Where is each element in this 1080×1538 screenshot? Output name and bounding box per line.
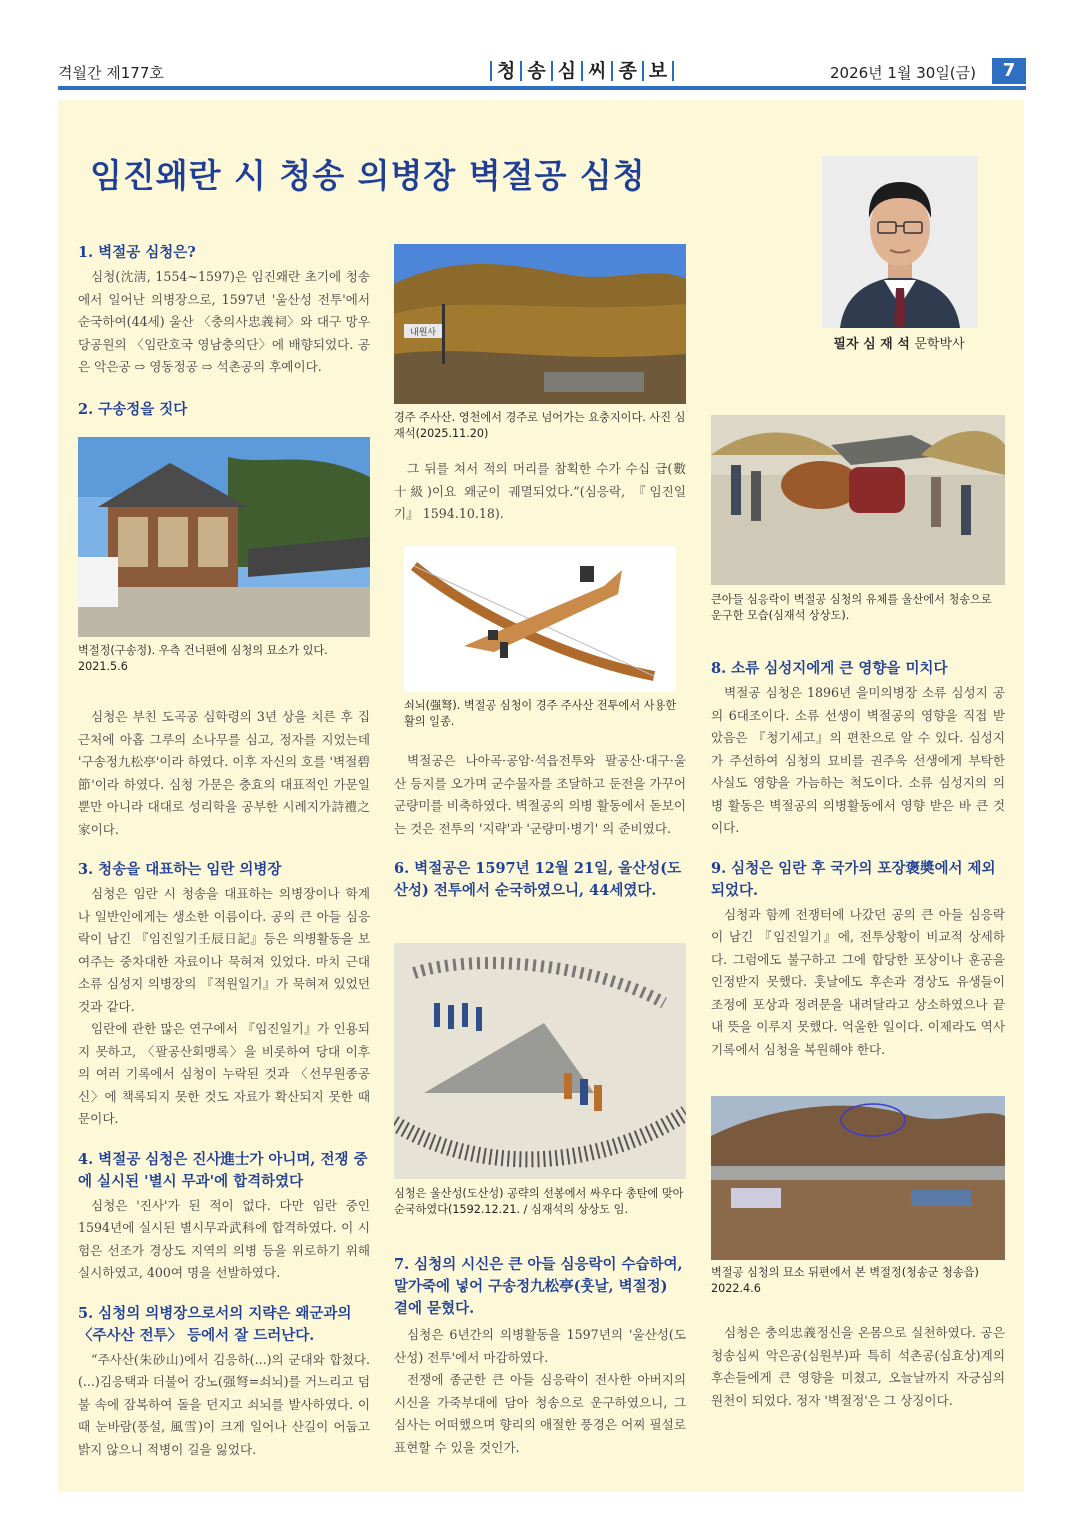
mountain-photo <box>394 244 686 404</box>
section-1-title: 1. 벽절공 심청은? <box>78 244 196 261</box>
section-9-paragraph: 심청과 함께 전쟁터에 나갔던 공의 큰 아들 심응락이 남긴 『임진일기』에, 전투상황이 비교적 상세하다. 그럼에도 불구하고 그에 합당한 포상이나 훈공을 인정받지 못했다. 훗날에도 후손과 경상도 유생들이 조정에 포상과 정려문을 내려달라고 상소하였으나 끝내 뜻을 이루지 못했다. 억울한 일이다. 이제라도 역사 기록에서 심청을 복원해야 한다. <box>711 906 1005 1057</box>
pavilion-caption: 벽절정(구송정). 우측 건너편에 심청의 묘소가 있다. 2021.5.6 <box>78 644 328 673</box>
masthead <box>58 58 1026 86</box>
section-5-continued: 그 뒤를 쳐서 적의 머리를 참획한 수가 수십 급(數十級)이요 왜군이 궤멸되었다.”(심응락, 『임진일기』 1594.10.18). <box>394 461 686 521</box>
section-2-title: 2. 구송정을 짓다 <box>78 400 188 418</box>
column-2-middle <box>394 750 686 902</box>
closing-paragraph: 심청은 충의忠義정신을 온몸으로 실천하였다. 공은 청송심씨 악은공(심원부)파 특히 석촌공(심효상)계의 후손들에게 큰 영향을 미쳤고, 오늘날까지 자긍심의 원천이 되었다. 정자 '벽절정'은 그 상징이다. <box>711 1325 1005 1408</box>
section-1-paragraph: 심청(沈淸, 1554~1597)은 임진왜란 초기에 청송에서 일어난 의병장으로, 1597년 '울산성 전투'에서 순국하여(44세) 울산 〈충의사忠義祠〉와 대구 망우당공원의 〈임란호국 영남충의단〉에 배향되었다. 공은 악은공 ⇨ 영동정공 ⇨ 석촌공의 후예이다. <box>78 269 370 374</box>
author-photo <box>822 156 978 328</box>
section-3-paragraph-1: 심청은 임란 시 청송을 대표하는 의병장이나 학계나 일반인에게는 생소한 이름이다. 공의 큰 아들 심응락이 남긴 『임진일기壬辰日記』등은 의병활동을 보여주는 중차대한 자료이나 묵혀져 있었다. 마치 근대 소류 심성지 의병장의 『적원일기』가 묵혀져 있었던 것과 같다. <box>78 886 370 1014</box>
column-3-lower <box>711 1322 1005 1412</box>
title-char: 종 <box>613 61 643 81</box>
section-3-paragraph-2: 임란에 관한 많은 연구에서 『임진일기』가 인용되지 못하고, 〈팔공산회맹록〉을 비롯하여 당대 이후의 여러 기록에서 심청이 누락된 것과 〈선무원종공신〉에 책록되지 못한 것도 자료가 확산되지 못한 때문이다. <box>78 1021 370 1126</box>
section-2-paragraph: 심청은 부친 도곡공 심학령의 3년 상을 치른 후 집 근처에 아홉 그루의 소나무를 심고, 정자를 지었는데 '구송정九松亭'이라 하였다. 이후 자신의 호를 '벽절碧節'이라 하였다. 심청 가문은 충효의 대표적인 가문일 뿐만 아니라 대대로 성리학을 공부한 시례지가詩禮之家이다. <box>78 709 370 837</box>
mountain-signboard: 내원사 <box>410 328 437 338</box>
author-degree: 문학박사 <box>914 337 965 352</box>
mountain-caption: 경주 주사산. 영천에서 경주로 넘어가는 요충지이다. 사진 심재석(2025.11.20) <box>394 411 686 440</box>
section-8-paragraph: 벽절공 심청은 1896년 을미의병장 소류 심성지 공의 6대조이다. 소류 선생이 벽절공의 영향을 직접 받았음은 『청기세고』의 편찬으로 알 수 있다. 심성지가 주선하여 심청의 묘비를 권주욱 선생에게 부탁한 사실도 영향을 가늠하는 척도이다. 소류 심성지의 의병 활동은 벽절공의 의병활동에서 영향 받은 바 큰 것이다. <box>711 685 1005 835</box>
title-char: 보 <box>644 61 674 81</box>
section-7-paragraph-2: 전쟁에 종군한 큰 아들 심응락이 전사한 아버지의 시신을 가죽부대에 담아 청송으로 운구하였으니, 그 심사는 어떠했으며 향리의 애절한 풍경은 어찌 필설로 표현할 수 있을 것인가. <box>394 1372 686 1455</box>
crossbow-photo <box>404 546 676 692</box>
issue-date: 2026년 1월 30일(금) <box>830 64 977 82</box>
battle-caption: 심청은 울산성(도산성) 공략의 선봉에서 싸우다 총탄에 맞아 순국하였다(1592.12.21. / 심재석의 상상도 임. <box>394 1187 684 1216</box>
funeral-illustration <box>711 415 1005 585</box>
title-char: 청 <box>490 61 522 81</box>
tomb-caption: 벽절공 심청의 묘소 뒤편에서 본 벽절정(청송군 청송읍) 2022.4.6 <box>711 1266 979 1295</box>
battle-illustration <box>394 943 686 1179</box>
section-5-title: 5. 심청의 의병장으로서의 지략은 왜군과의 〈주사산 전투〉 등에서 잘 드러난다. <box>78 1304 352 1344</box>
section-4-title: 4. 벽절공 심청은 진사進士가 아니며, 전쟁 중에 실시된 '별시 무과'에 합격하였다 <box>78 1150 368 1190</box>
tomb-view-photo <box>711 1096 1005 1260</box>
section-9-title: 9. 심청은 임란 후 국가의 포장褒奬에서 제외되었다. <box>711 859 996 899</box>
section-7-paragraph-1: 심청은 6년간의 의병활동을 1597년의 '울산성(도산성) 전투'에서 마감하였다. <box>394 1327 686 1365</box>
author-byline <box>820 333 978 352</box>
section-6-title: 6. 벽절공은 1597년 12월 21일, 울산성(도산성) 전투에서 순국하였으니, 44세였다. <box>394 860 682 899</box>
header-rule <box>58 86 1026 90</box>
crossbow-caption: 쇠뇌(强弩). 벽절공 심청이 경주 주사산 전투에서 사용한 활의 일종. <box>404 699 677 728</box>
column-1-lower <box>78 706 370 1461</box>
issue-number: 격월간 제177호 <box>58 64 164 82</box>
newspaper-title <box>490 58 674 84</box>
title-char: 씨 <box>583 61 613 81</box>
pavilion-photo <box>78 437 370 637</box>
title-char: 송 <box>522 61 552 81</box>
section-7-title: 7. 심청의 시신은 큰 아들 심응락이 수습하여, 말가죽에 넣어 구송정九松亭(훗날, 벽절정) 곁에 묻혔다. <box>394 1256 683 1317</box>
author-name: 필자 심 재 석 <box>833 337 910 352</box>
section-5-paragraph: “주사산(朱砂山)에서 김응하(...)의 군대와 합쳤다.(...)김응택과 더불어 강노(强弩=쇠뇌)를 거느리고 덤불 속에 잠복하여 돌을 던지고 쇠뇌를 발사하였다. 이때 눈바람(풍설, 風雪)이 크게 일어나 산길이 어둡고 밝지 않으니 적병이 길을 잃었다. <box>78 1351 370 1457</box>
funeral-caption: 큰아들 심응락이 벽절공 심청의 유체를 울산에서 청송으로 운구한 모습(심재석 상상도). <box>711 593 992 622</box>
article-headline: 임진왜란 시 청송 의병장 벽절공 심청 <box>90 156 646 195</box>
logistics-paragraph: 벽절공은 나아곡·공암·석읍전투와 팔공산·대구·울산 등지를 오가며 군수물자를 조달하고 둔전을 가꾸어 군량미를 비축하였다. 벽절공의 의병 활동에서 돋보이는 것은 전투의 '지략'과 '군량미·병기' 의 준비였다. <box>394 753 686 836</box>
column-3-upper <box>711 658 1005 1061</box>
column-2-bottom <box>394 1254 686 1459</box>
title-char: 심 <box>553 61 583 81</box>
page-number: 7 <box>992 58 1026 84</box>
section-3-title: 3. 청송을 대표하는 임란 의병장 <box>78 861 282 878</box>
section-8-title: 8. 소류 심성지에게 큰 영향을 미치다 <box>711 660 948 677</box>
column-1 <box>78 242 370 421</box>
column-2-top <box>394 458 686 526</box>
section-4-paragraph: 심청은 '진사'가 된 적이 없다. 다만 임란 중인 1594년에 실시된 별시무과武科에 합격하였다. 이 시험은 선조가 경상도 지역의 의병 등을 위로하기 위해 실시하였고, 400여 명을 선발하였다. <box>78 1197 370 1280</box>
